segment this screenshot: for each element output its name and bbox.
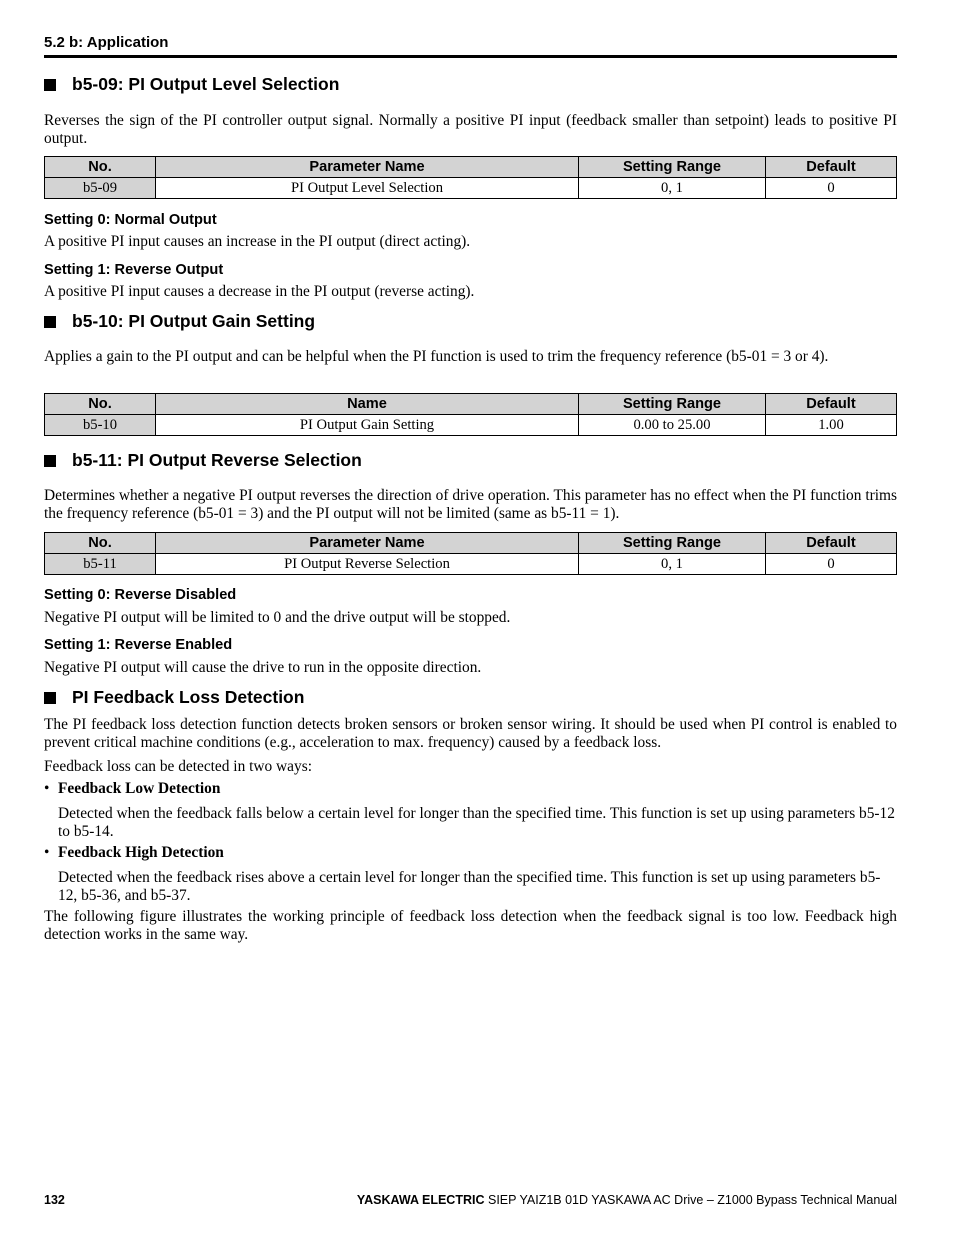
feedback-loss-ways: Feedback loss can be detected in two ways:: [44, 758, 312, 775]
footer-brand: YASKAWA ELECTRIC: [356, 1193, 485, 1207]
table-header-row: [45, 533, 897, 554]
b5-09-description: Reverses the sign of the PI controller output signal. Normally a positive PI input (feedback smaller than setpoint) leads to positive PI output.: [44, 112, 897, 147]
cell-no: b5-09: [45, 178, 156, 199]
bullet-dot-icon: •: [44, 780, 50, 797]
setting-1-title: Setting 1: Reverse Output: [44, 262, 224, 278]
col-name: Parameter Name: [156, 157, 579, 178]
col-no: No.: [45, 394, 156, 415]
col-range: Setting Range: [579, 157, 766, 178]
table-row: [45, 178, 897, 199]
setting-1-text: A positive PI input causes a decrease in the PI output (reverse acting).: [44, 283, 475, 300]
square-bullet-icon: [44, 692, 56, 704]
heading-b5-09: [44, 74, 339, 95]
cell-name: PI Output Level Selection: [156, 178, 579, 199]
setting-0-text: Negative PI output will be limited to 0 and the drive output will be stopped.: [44, 609, 511, 626]
bullet-feedback-high-text: Detected when the feedback rises above a certain level for longer than the specified time. This function is set up using parameters b5-12, b5-36, and b5-37.: [58, 869, 881, 904]
cell-range: 0.00 to 25.00: [579, 415, 766, 436]
heading-text: b5-11: PI Output Reverse Selection: [72, 450, 362, 470]
square-bullet-icon: [44, 455, 56, 467]
cell-default: 0: [766, 178, 897, 199]
setting-1-title: Setting 1: Reverse Enabled: [44, 637, 233, 653]
setting-0-text: A positive PI input causes an increase in the PI output (direct acting).: [44, 233, 471, 250]
col-name: Name: [156, 394, 579, 415]
col-no: No.: [45, 157, 156, 178]
col-default: Default: [766, 533, 897, 554]
table-row: [45, 415, 897, 436]
col-default: Default: [766, 157, 897, 178]
feedback-loss-closing: The following figure illustrates the working principle of feedback loss detection when the feedback signal is too low. Feedback high detection works in the same way.: [44, 908, 897, 943]
col-default: Default: [766, 394, 897, 415]
bullet-feedback-low-text: Detected when the feedback falls below a certain level for longer than the specified time. This function is set up using parameters b5-12 to b5-14.: [58, 805, 895, 840]
b5-11-table: [44, 532, 897, 575]
heading-text: b5-10: PI Output Gain Setting: [72, 311, 316, 331]
bullet-dot-icon: •: [44, 844, 50, 861]
heading-text: b5-09: PI Output Level Selection: [72, 74, 340, 94]
bullet-title: Feedback Low Detection: [58, 780, 221, 797]
bullet-title: Feedback High Detection: [58, 844, 224, 861]
setting-0-title: Setting 0: Reverse Disabled: [44, 587, 237, 603]
b5-10-table: [44, 393, 897, 436]
heading-b5-10: [44, 311, 315, 332]
table-header-row: [45, 157, 897, 178]
cell-default: 1.00: [766, 415, 897, 436]
cell-default: 0: [766, 554, 897, 575]
square-bullet-icon: [44, 316, 56, 328]
b5-11-description: Determines whether a negative PI output reverses the direction of drive operation. This parameter has no effect when the PI function trims the frequency reference (b5-01 = 3) and the PI output will not be limited (same as b5-11 = 1).: [44, 487, 897, 522]
footer-doc-title: [357, 1193, 897, 1207]
footer-doc: SIEP YAIZ1B 01D YASKAWA AC Drive – Z1000 Bypass Technical Manual: [487, 1193, 897, 1207]
setting-0-title: Setting 0: Normal Output: [44, 212, 217, 228]
section-header: 5.2 b: Application: [44, 34, 897, 58]
setting-1-text: Negative PI output will cause the drive to run in the opposite direction.: [44, 659, 482, 676]
cell-name: PI Output Reverse Selection: [156, 554, 579, 575]
heading-feedback-loss: [44, 687, 304, 708]
b5-10-description: Applies a gain to the PI output and can be helpful when the PI function is used to trim the frequency reference (b5-01 = 3 or 4).: [44, 348, 829, 365]
table-header-row: [45, 394, 897, 415]
table-row: [45, 554, 897, 575]
cell-range: 0, 1: [579, 178, 766, 199]
page-number: 132: [44, 1193, 65, 1207]
bullet-feedback-low: [44, 780, 220, 798]
cell-no: b5-11: [45, 554, 156, 575]
square-bullet-icon: [44, 79, 56, 91]
heading-b5-11: [44, 450, 362, 471]
col-no: No.: [45, 533, 156, 554]
col-range: Setting Range: [579, 394, 766, 415]
bullet-feedback-high: [44, 844, 224, 862]
cell-no: b5-10: [45, 415, 156, 436]
col-range: Setting Range: [579, 533, 766, 554]
cell-range: 0, 1: [579, 554, 766, 575]
col-name: Parameter Name: [156, 533, 579, 554]
heading-text: PI Feedback Loss Detection: [72, 687, 305, 707]
feedback-loss-intro: The PI feedback loss detection function detects broken sensors or broken sensor wiring. It should be used when PI control is enabled to prevent critical machine conditions (e.g., acceleration to max. frequency) caused by a feedback loss.: [44, 716, 897, 751]
b5-09-table: [44, 156, 897, 199]
cell-name: PI Output Gain Setting: [156, 415, 579, 436]
